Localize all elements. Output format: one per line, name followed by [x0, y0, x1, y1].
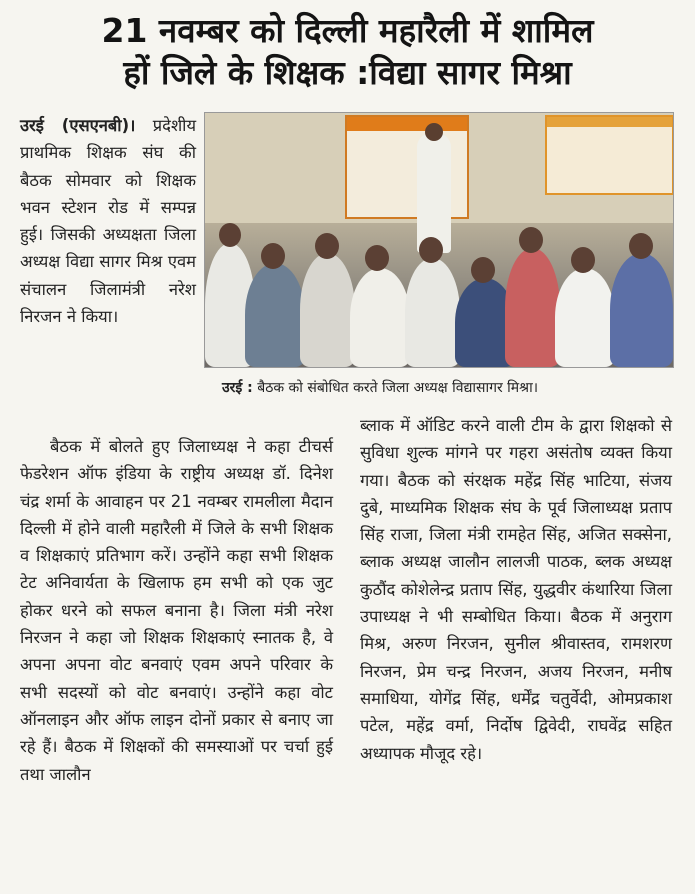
article-left-column	[20, 433, 333, 788]
article-intro-column	[20, 112, 196, 330]
article-paragraph-2: बैठक में बोलते हुए जिलाध्यक्ष ने कहा टीचर्स फेडरेशन ऑफ इंडिया के राष्ट्रीय अध्यक्ष डॉ. दिनेश चंद्र शर्मा के आवाहन पर 21 नवम्बर रामलीला मैदान दिल्ली में होने वाली महारैली में जिले के सभी शिक्षक व शिक्षकाएं प्रतिभाग करें। उन्होंने कहा सभी शिक्षक टेट अनिवार्यता के खिलाफ हम सभी को एक जुट होकर धरने को सफल बनाना है। जिला मंत्री नरेश निरजन ने कहा जो शिक्षक शिक्षकाएं स्नातक है, वे अपना अपना वोट बनवाएं एवम अपने परिवार के सभी सदस्यों को वोट बनवाएं। उन्होंने कहा वोट ऑनलाइन और ऑफ लाइन दोनों प्रकार से बनाए जा रहे हैं। बैठक में शिक्षकों की समस्याओं पर चर्चा हुई तथा जालौन	[20, 437, 333, 784]
news-photo	[204, 112, 674, 368]
caption-place: उरई :	[222, 380, 253, 396]
dateline: उरई (एसएनबी)।	[20, 116, 136, 135]
headline-line-2: हों जिले के शिक्षक :विद्या सागर मिश्रा	[123, 53, 572, 92]
article-right-column	[360, 412, 672, 767]
caption-text: बैठक को संबोधित करते जिला अध्यक्ष विद्यासागर मिश्रा।	[257, 380, 539, 396]
audience-crowd	[205, 223, 673, 367]
headline	[0, 10, 695, 94]
poster-banner	[545, 115, 674, 195]
article-right-paragraph: ब्लाक में ऑडिट करने वाली टीम के द्वारा शिक्षको से सुविधा शुल्क मांगने पर गहरा असंतोष व्यक्त किया गया। बैठक को संरक्षक महेंद्र सिंह भाटिया, संजय दुबे, माध्यमिक शिक्षक संघ के पूर्व जिलाध्यक्ष प्रताप सिंह राजा, जिला मंत्री रामहेत सिंह, अजित सक्सेना, ब्लाक अध्यक्ष जालौन लालजी पाठक, ब्लक अध्यक्ष कुठौंद कोशेलेन्द्र प्रताप सिंह, युद्धवीर कंथारिया जिला उपाध्यक्ष ने भी सम्बोधित किया। बैठक में अनुराग मिश्र, अरुण निरजन, सुनील श्रीवास्तव, रामशरण निरजन, प्रेम चन्द्र निरजन, अजय निरजन, मनीष समाधिया, योगेंद्र सिंह, धर्मेंद्र चतुर्वेदी, ओमप्रकाश पटेल, महेंद्र वर्मा, निर्दोष द्विवेदी, राघवेंद्र सहित अध्यापक मौजूद रहे।	[360, 416, 672, 763]
headline-line-1: 21 नवम्बर को दिल्ली महारैली में शामिल	[101, 11, 594, 50]
article-intro: प्रदेशीय प्राथमिक शिक्षक संघ की बैठक सोमवार को शिक्षक भवन स्टेशन रोड में सम्पन्न हुई। जिसकी अध्यक्षता जिला अध्यक्ष विद्या सागर मिश्र एवम संचालन जिलामंत्री नरेश निरजन ने किया।	[20, 116, 197, 327]
photo-caption	[222, 378, 672, 398]
